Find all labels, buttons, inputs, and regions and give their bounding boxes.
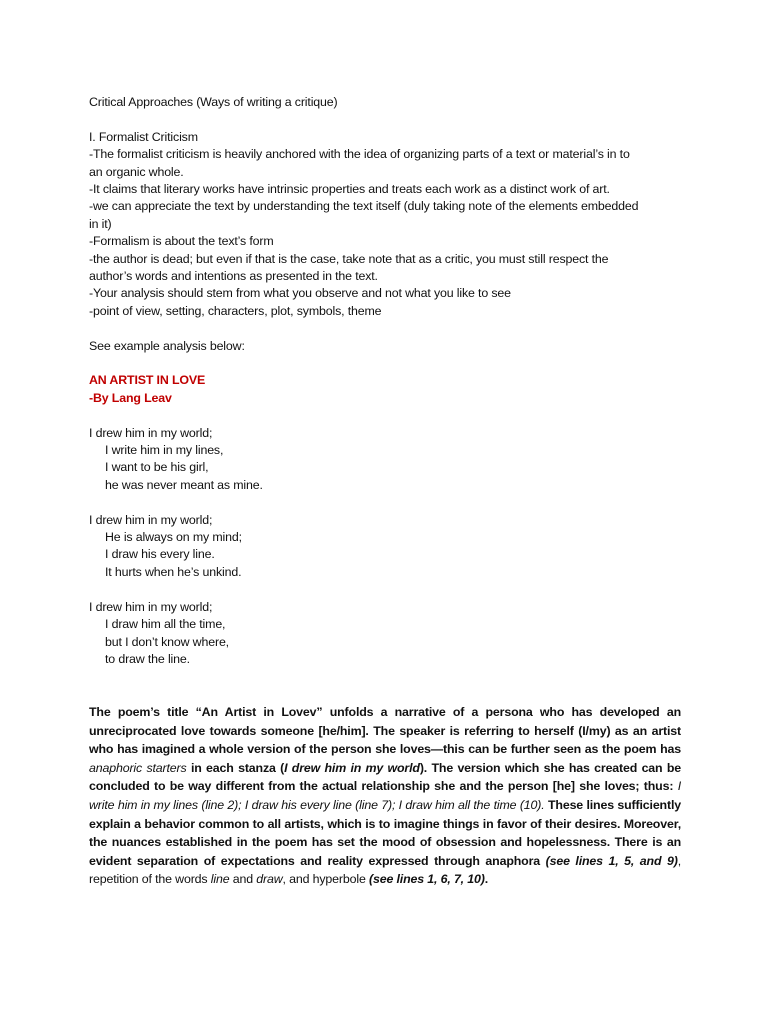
section-heading: I. Formalist Criticism	[89, 129, 198, 144]
poem-stanza-3	[89, 599, 681, 669]
poem-line: I want to be his girl,	[105, 460, 209, 475]
poem-author: -By Lang Leav	[89, 390, 172, 405]
poem-line: I drew him in my world;	[89, 512, 213, 527]
poem-stanza-2	[89, 512, 681, 582]
poem-line: but I don’t know where,	[105, 634, 229, 649]
poem-line: he was never meant as mine.	[105, 477, 263, 492]
bullet-line: in it)	[89, 216, 112, 231]
poem-line: I drew him in my world;	[89, 599, 213, 614]
bullet-line: -we can appreciate the text by understanding the text itself (duly taking note of the elements embedded	[89, 199, 639, 214]
document-body	[89, 94, 681, 901]
poem-line: I draw his every line.	[105, 547, 215, 562]
poem-line: I drew him in my world;	[89, 425, 213, 440]
poem-line: He is always on my mind;	[105, 530, 242, 545]
poem-line: It hurts when he’s unkind.	[105, 564, 242, 579]
poem-line: to draw the line.	[105, 651, 190, 666]
example-intro: See example analysis below:	[89, 338, 245, 353]
bullet-line: author’s words and intentions as presented in the text.	[89, 269, 378, 284]
document-title: Critical Approaches (Ways of writing a critique)	[89, 95, 338, 109]
bullet-line: -The formalist criticism is heavily anchored with the idea of organizing parts of a text or material’s in to	[89, 147, 630, 162]
bullet-line: -It claims that literary works have intrinsic properties and treats each work as a distinct work of art.	[89, 182, 610, 197]
bullet-line: -the author is dead; but even if that is the case, take note that as a critic, you must still respect the	[89, 251, 609, 266]
poem-line: I draw him all the time,	[105, 617, 226, 632]
bullet-line: -Your analysis should stem from what you observe and not what you like to see	[89, 286, 511, 301]
bullet-line: -Formalism is about the text’s form	[89, 234, 274, 249]
poem-line: I write him in my lines,	[105, 443, 224, 458]
analysis-paragraph: The poem’s title “An Artist in Lovev” unfolds a narrative of a persona who has developed an unreciprocated love towards someone [he/him]. The speaker is referring to herself (I/my) as an artist who has imagined a whole version of the person she loves—this can be further seen as the poem has anaphoric starters in each stanza (I drew him in my world). The version which she has created can be concluded to be way different from the actual relationship she and the person [he] she loves; thus: I write him in my lines (line 2); I draw his every line (line 7); I draw him all the time (10). These lines sufficiently explain a behavior common to all artists, which is to imagine things in favor of their desires. Moreover, the nuances established in the poem has set the mood of obsession and hopelessness. There is an evident separation of expectations and reality expressed through anaphora (see lines 1, 5, and 9), repetition of the words line and draw, and hyperbole (see lines 1, 6, 7, 10).	[89, 705, 682, 887]
bullet-line: an organic whole.	[89, 164, 184, 179]
bullet-line: -point of view, setting, characters, plot, symbols, theme	[89, 303, 382, 318]
poem-title: AN ARTIST IN LOVE	[89, 373, 206, 388]
poem-stanza-1	[89, 425, 681, 495]
